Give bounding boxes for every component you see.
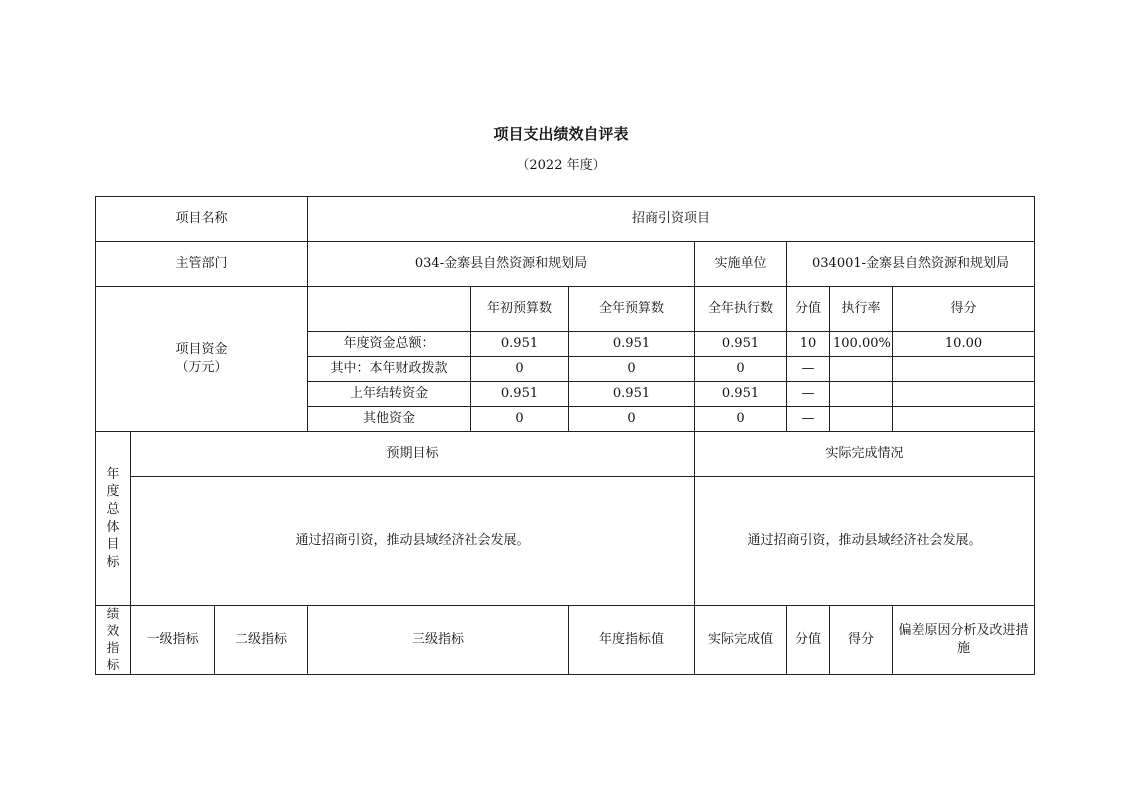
funds-header-rate: 执行率 — [830, 287, 893, 332]
indicator-score-value-header: 分值 — [787, 606, 830, 675]
funds-initial: 0.951 — [471, 332, 569, 357]
funds-annual: 0.951 — [569, 332, 695, 357]
funds-row-label: 年度资金总额： — [308, 332, 471, 357]
goals-side-label — [96, 432, 131, 606]
funds-header-executed: 全年执行数 — [695, 287, 787, 332]
project-name-row — [96, 197, 1035, 242]
funds-label-line2: （万元） — [175, 360, 228, 375]
funds-header-annual: 全年预算数 — [569, 287, 695, 332]
funds-rate — [830, 407, 893, 432]
funds-header-row — [96, 287, 1035, 332]
funds-score-value: — — [787, 357, 830, 382]
funds-header-score-value: 分值 — [787, 287, 830, 332]
actual-completion-header: 实际完成情况 — [695, 432, 1035, 477]
indicator-actual-value-header: 实际完成值 — [695, 606, 787, 675]
funds-executed: 0 — [695, 407, 787, 432]
funds-rate: 100.00% — [830, 332, 893, 357]
indicator-level3-header: 三级指标 — [308, 606, 569, 675]
funds-score — [893, 382, 1035, 407]
funds-rate — [830, 357, 893, 382]
funds-annual: 0.951 — [569, 382, 695, 407]
indicator-level2-header: 二级指标 — [215, 606, 308, 675]
funds-row-label: 其中：本年财政拨款 — [308, 357, 471, 382]
funds-label-line1: 项目资金 — [175, 342, 228, 358]
goals-header-row — [96, 432, 1035, 477]
indicator-annual-value-header: 年度指标值 — [569, 606, 695, 675]
indicators-header-row — [96, 606, 1035, 675]
goals-side-text: 年 度 总 体 目 标 — [106, 466, 120, 570]
funds-annual: 0 — [569, 407, 695, 432]
indicators-side-label — [96, 606, 131, 675]
indicator-score-header: 得分 — [830, 606, 893, 675]
indicator-level1-header: 一级指标 — [131, 606, 215, 675]
evaluation-table — [95, 196, 1035, 675]
project-name-label: 项目名称 — [96, 197, 308, 242]
funds-executed: 0.951 — [695, 382, 787, 407]
indicators-side-text: 绩 效 指 标 — [106, 606, 120, 672]
expected-goal-header: 预期目标 — [131, 432, 695, 477]
department-row — [96, 242, 1035, 287]
funds-header-blank — [308, 287, 471, 332]
funds-score-value: — — [787, 382, 830, 407]
funds-executed: 0 — [695, 357, 787, 382]
funds-score — [893, 357, 1035, 382]
funds-score — [893, 407, 1035, 432]
funds-header-score: 得分 — [893, 287, 1035, 332]
dept-value: 034-金寨县自然资源和规划局 — [308, 242, 695, 287]
unit-value: 034001-金寨县自然资源和规划局 — [787, 242, 1035, 287]
document-title: 项目支出绩效自评表 — [493, 125, 629, 143]
actual-completion-text: 通过招商引资，推动县域经济社会发展。 — [695, 477, 1035, 606]
funds-score-value: 10 — [787, 332, 830, 357]
document-year: （2022 年度） — [516, 158, 606, 173]
funds-initial: 0 — [471, 407, 569, 432]
funds-rate — [830, 382, 893, 407]
funds-score-value: — — [787, 407, 830, 432]
indicator-deviation-header: 偏差原因分析及改进措施 — [893, 606, 1035, 675]
funds-label — [96, 287, 308, 432]
goals-content-row — [96, 477, 1035, 606]
funds-initial: 0.951 — [471, 382, 569, 407]
funds-row-label: 上年结转资金 — [308, 382, 471, 407]
funds-row-label: 其他资金 — [308, 407, 471, 432]
expected-goal-text: 通过招商引资，推动县域经济社会发展。 — [131, 477, 695, 606]
funds-initial: 0 — [471, 357, 569, 382]
funds-header-initial: 年初预算数 — [471, 287, 569, 332]
project-name-value: 招商引资项目 — [308, 197, 1035, 242]
funds-annual: 0 — [569, 357, 695, 382]
funds-executed: 0.951 — [695, 332, 787, 357]
dept-label: 主管部门 — [96, 242, 308, 287]
funds-score: 10.00 — [893, 332, 1035, 357]
unit-label: 实施单位 — [695, 242, 787, 287]
